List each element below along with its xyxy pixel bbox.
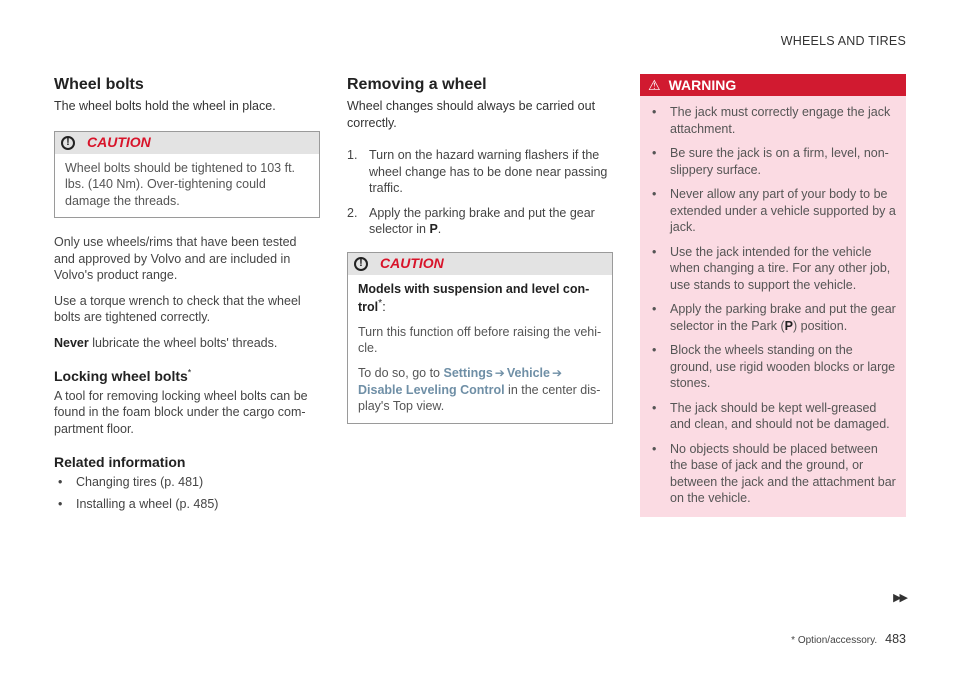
column-wheel-bolts: [54, 74, 320, 519]
step-text-post: .: [437, 222, 442, 237]
column-warning: [640, 74, 906, 517]
paragraph-approved-wheels: Only use wheels/rims that have been tested and approved by Volvo and are included in Volvo's product range.: [54, 235, 297, 283]
heading-locking-wheel-bolts: [54, 367, 320, 385]
bullet-icon: •: [652, 343, 657, 357]
bullet-icon: •: [652, 244, 657, 259]
arrow-right-icon: ➔: [551, 365, 563, 380]
bullet-icon: •: [652, 105, 657, 119]
double-chevron-right-icon[interactable]: ▶▶: [893, 592, 906, 604]
related-item-text: Changing tires (p. 481): [76, 474, 204, 489]
warning-list: [640, 96, 906, 517]
never-rest: lubricate the wheel bolts' threads.: [88, 335, 278, 350]
step-item: [347, 147, 613, 197]
warning-item-text: Block the wheels standing on the ground, use rigid wooden blocks or large stones.: [670, 343, 896, 390]
steps-list: [347, 147, 613, 238]
bullet-icon: •: [58, 497, 63, 512]
warning-item: [648, 342, 896, 392]
caution-subheading-text: Models with suspension and level con- trol: [358, 281, 590, 315]
bullet-icon: •: [652, 302, 657, 316]
settings-link[interactable]: Settings: [443, 365, 493, 380]
bullet-icon: •: [652, 146, 657, 160]
caution-header: [55, 132, 319, 154]
step-text: Turn on the hazard warning flashers if the wheel change has to be done near passing traffic.: [369, 148, 608, 196]
bullet-icon: •: [652, 187, 657, 201]
warning-box-jack: [640, 74, 906, 517]
option-asterisk: *: [187, 367, 192, 378]
heading-removing-wheel: Removing a wheel: [347, 76, 487, 93]
step-text: [369, 205, 613, 238]
step-number: 2.: [347, 205, 358, 220]
warning-text-pre: Apply the parking brake and put the gear selector in the Park (: [670, 302, 896, 333]
bullet-icon: •: [58, 474, 63, 489]
related-links-list: [54, 474, 320, 513]
arrow-right-icon: ➔: [494, 365, 505, 380]
warning-item-text: Be sure the jack is on a firm, level, non- slippery surface.: [670, 146, 889, 177]
warning-item: [648, 441, 896, 507]
warning-item: [648, 186, 896, 236]
warning-text-post: ) position.: [792, 318, 848, 333]
section-title: WHEELS AND TIRES: [780, 34, 906, 48]
column-removing-wheel: [347, 74, 613, 440]
bullet-icon: •: [652, 441, 657, 456]
option-asterisk: *: [378, 298, 383, 310]
heading-wheel-bolts: Wheel bolts: [54, 76, 144, 93]
warning-item-text: Never allow any part of your body to be extended under a vehicle supported by a jack.: [670, 187, 896, 234]
page-footer: [791, 631, 906, 648]
step-item: [347, 205, 613, 238]
related-item-text: Installing a wheel (p. 485): [76, 497, 219, 512]
paragraph-torque-wrench: Use a torque wrench to check that the wheel bolts are tightened correctly.: [54, 293, 301, 325]
option-footnote: * Option/accessory.: [791, 635, 878, 646]
caution-body: [55, 154, 319, 218]
warning-item: [648, 400, 896, 433]
paragraph-locking-tool: A tool for removing locking wheel bolts can be found in the foam block under the cargo com- partment floor.: [54, 388, 308, 436]
bullet-icon: •: [652, 400, 657, 415]
intro-wheel-bolts: The wheel bolts hold the wheel in place.: [54, 99, 276, 114]
warning-item-text: The jack must correctly engage the jack attachment.: [670, 105, 891, 136]
gear-p-label: P: [784, 318, 793, 333]
path-prefix: To do so, go to: [358, 365, 444, 380]
warning-header: [640, 74, 906, 96]
step-text-pre: Apply the parking brake and put the gear selector in: [369, 205, 595, 237]
caution-text: Wheel bolts should be tightened to 103 ft. lbs. (140 Nm). Over-tightening could damage the threads.: [65, 160, 296, 208]
caution-label: CAUTION: [87, 134, 151, 151]
warning-triangle-icon: ⚠: [648, 76, 661, 93]
caution-subheading: [358, 281, 602, 316]
step-number: 1.: [347, 148, 358, 163]
warning-item-text: No objects should be placed between the base of jack and the ground, or between the jack and the attachment bar on the vehicle.: [670, 441, 896, 505]
caution-path-text: [358, 365, 602, 415]
caution-body: [348, 275, 612, 423]
warning-item-text: Use the jack intended for the vehicle when changing a tire. For any other job, use stands to support the vehicle.: [670, 244, 891, 292]
locking-title-text: Locking wheel bolts: [54, 368, 188, 385]
page-number: 483: [885, 632, 906, 646]
warning-item: [648, 145, 896, 178]
warning-item-text: The jack should be kept well-greased and clean, and should not be damaged.: [670, 400, 890, 431]
warning-item: [648, 104, 896, 137]
exclamation-circle-icon: !: [61, 136, 75, 150]
warning-item: [648, 301, 896, 334]
vehicle-link[interactable]: Vehicle: [506, 365, 550, 380]
caution-header: [348, 253, 612, 275]
caution-box-torque: [54, 131, 320, 219]
exclamation-circle-icon: !: [354, 257, 368, 271]
warning-item: [648, 244, 896, 294]
caution-box-leveling: [347, 252, 613, 424]
caution-subheading-colon: :: [382, 300, 386, 315]
paragraph-never-lubricate: [54, 335, 320, 352]
caution-label: CAUTION: [380, 255, 444, 272]
intro-removing-wheel: Wheel changes should always be carried out correctly.: [347, 99, 596, 130]
never-word: Never: [54, 335, 89, 350]
warning-label: WARNING: [668, 76, 737, 93]
related-item-changing-tires[interactable]: [54, 474, 320, 491]
related-item-installing-wheel[interactable]: [54, 496, 320, 513]
disable-leveling-link[interactable]: Disable Leveling Control: [358, 382, 505, 397]
caution-text: Turn this function off before raising the vehi- cle.: [358, 324, 602, 356]
path-suffix: in the center dis- play's Top view.: [358, 382, 601, 414]
gear-p-label: P: [429, 222, 438, 237]
heading-related-information: Related information: [54, 454, 186, 471]
warning-item-text: [670, 301, 896, 334]
